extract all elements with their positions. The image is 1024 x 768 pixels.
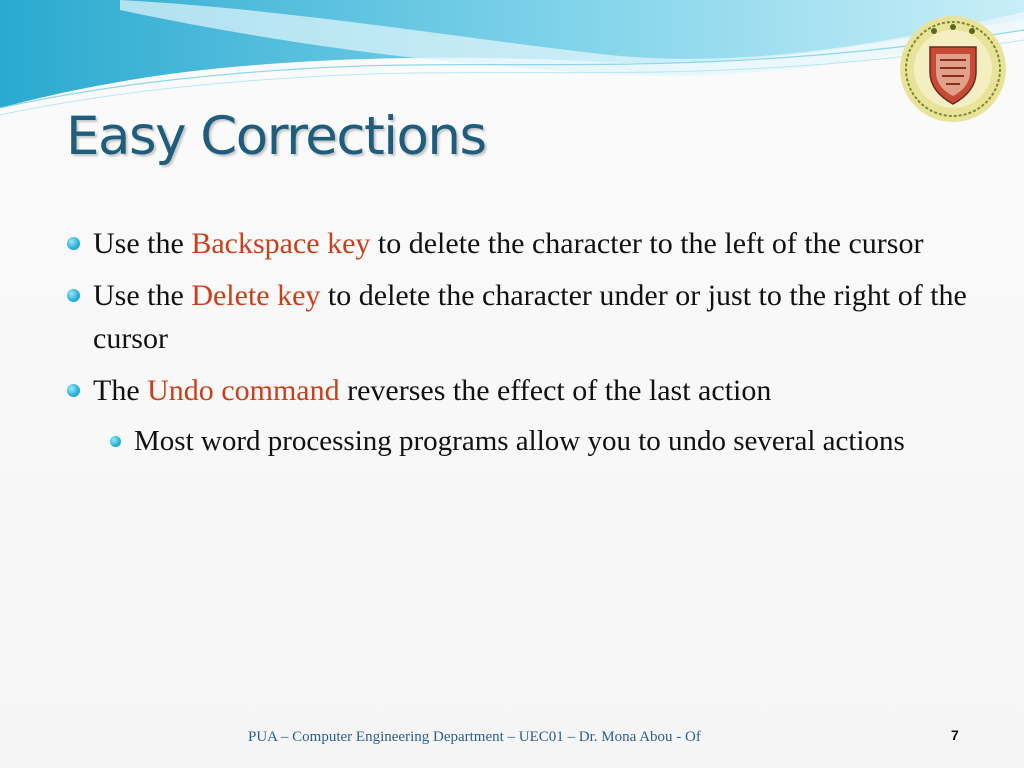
sub-bullet-text: Most word processing programs allow you to undo several actions: [134, 425, 905, 457]
bullet-text: Use the: [93, 227, 192, 260]
round-bullet-icon: [67, 384, 80, 397]
highlighted-term: Backspace key: [191, 227, 371, 260]
highlighted-term: Undo command: [147, 374, 340, 407]
bullet-item: [66, 222, 976, 265]
bullet-item: [66, 369, 976, 412]
sub-bullet-item: [66, 421, 976, 461]
bullet-item: [66, 274, 976, 360]
highlighted-term: Delete key: [191, 279, 321, 312]
round-bullet-icon: [67, 289, 80, 302]
bullet-text: to delete the character to the left of the cursor: [370, 227, 924, 260]
bullet-list: [66, 222, 976, 461]
bullet-text: Use the: [93, 279, 192, 312]
round-bullet-icon: [110, 436, 121, 447]
bullet-text: to delete the character under or just to the right of the cursor: [93, 279, 967, 355]
bullet-text: reverses the effect of the last action: [339, 374, 772, 407]
bullet-text: The: [93, 374, 148, 407]
page-number: 7: [951, 727, 959, 743]
slide-title: Easy Corrections: [66, 106, 486, 167]
university-seal-logo: [898, 14, 1008, 124]
round-bullet-icon: [67, 237, 80, 250]
slide-footer: PUA – Computer Engineering Department – UEC01 – Dr. Mona Abou - Of: [248, 729, 701, 745]
